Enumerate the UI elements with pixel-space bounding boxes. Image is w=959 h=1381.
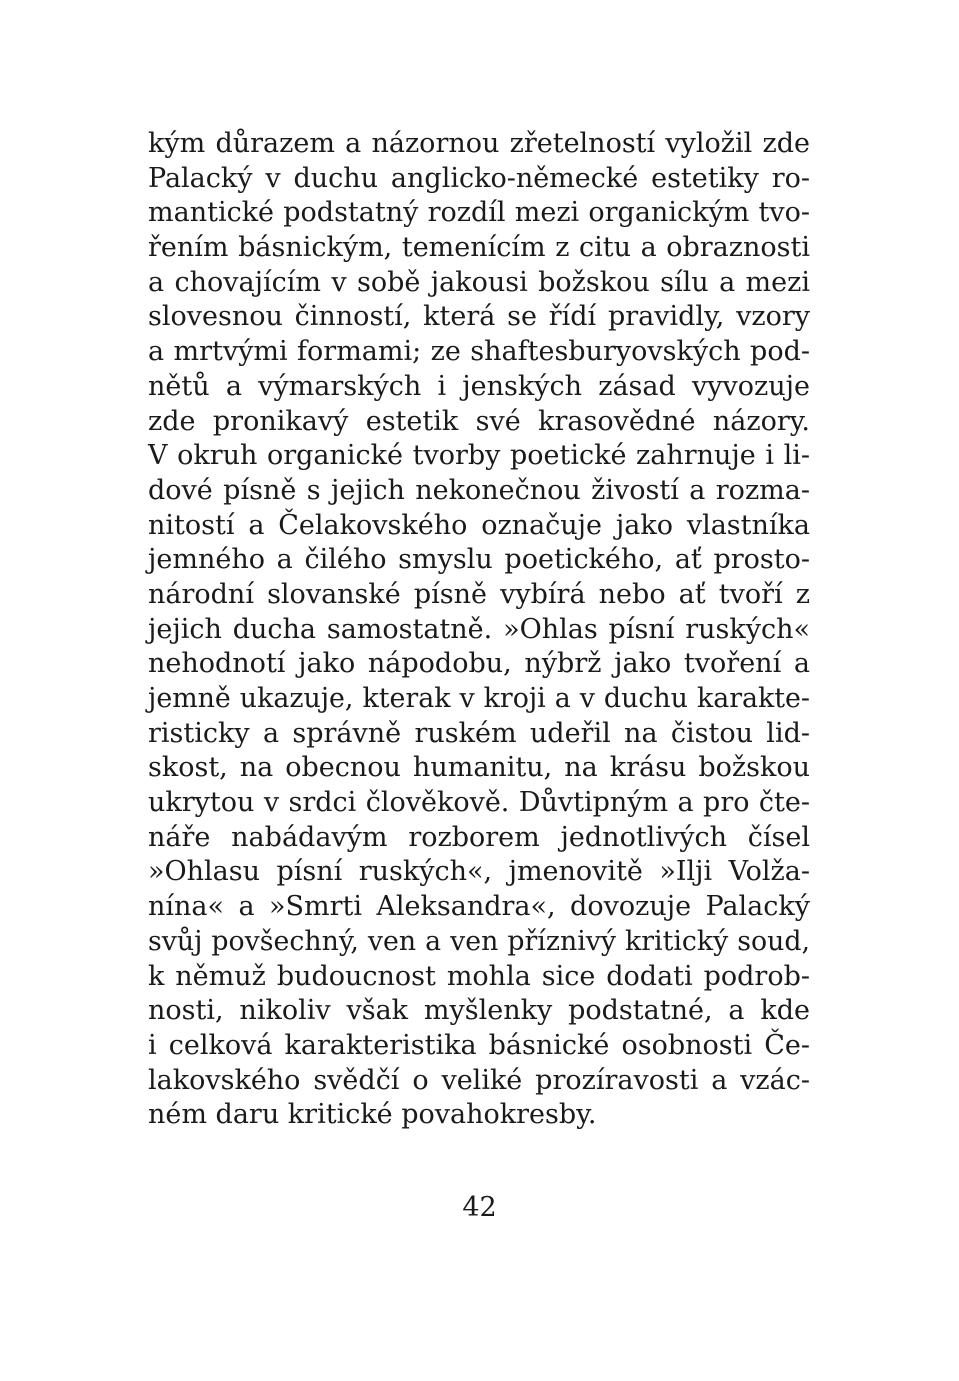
body-text [148,127,810,1133]
text-line: národní slovanské písně vybírá nebo ať tvoří z [148,578,810,610]
text-line: jemného a čilého smyslu poetického, ať prosto- [148,544,810,576]
text-line: a mrtvými formami; ze shaftesburyovských pod- [148,336,810,368]
text-line: V okruh organické tvorby poetické zahrnuje i li- [148,440,810,472]
text-line: náře nabádavým rozborem jednotlivých čísel [148,821,810,853]
text-line: nětů a výmarských i jenských zásad vyvozuje [148,370,810,402]
text-line: »Ohlasu písní ruských«, jmenovitě »Ilji Volža- [148,856,810,888]
text-line: řením básnickým, temenícím z citu a obraznosti [148,232,810,264]
text-line: k němuž budoucnost mohla sice dodati podrob- [148,960,810,992]
text-line: dové písně s jejich nekonečnou živostí a rozma- [148,474,810,506]
text-line: nosti, nikoliv však myšlenky podstatné, a kde [148,995,810,1027]
text-line: jejich ducha samostatně. »Ohlas písní ruských« [148,613,810,645]
text-line: Palacký v duchu anglicko-německé estetiky ro- [148,162,810,194]
text-line: jemně ukazuje, kterak v kroji a v duchu karakte- [148,683,810,714]
text-line: svůj povšechný, ven a ven příznivý kritický soud, [148,925,810,957]
text-line: ukrytou v srdci člověkově. Důvtipným a pro čte- [148,787,810,819]
text-line: kým důrazem a názornou zřetelností vyložil zde [148,128,810,159]
text-line: slovesnou činností, která se řídí pravidly, vzory [148,301,810,333]
text-line: lakovského svědčí o veliké prozíravosti a vzác- [148,1064,810,1096]
text-line-last: ném daru kritické povahokresby. [148,1099,597,1131]
text-line: mantické podstatný rozdíl mezi organickým tvo- [148,197,810,229]
text-line: nína« a »Smrti Aleksandra«, dovozuje Palacký [148,891,810,923]
text-line: skost, na obecnou humanitu, na krásu božskou [148,752,810,784]
text-line: a chovajícím v sobě jakousi božskou sílu a mezi [148,266,810,298]
text-line: zde pronikavý estetik své krasovědné názory. [148,405,810,437]
text-line: risticky a správně ruském udeřil na čistou lid- [148,717,810,749]
page-number: 42 [462,1192,497,1223]
text-line: i celková karakteristika básnické osobnosti Če- [148,1029,810,1061]
text-line: nitostí a Čelakovského označuje jako vlastníka [148,509,810,541]
text-line: nehodnotí jako nápodobu, nýbrž jako tvoření a [148,648,810,680]
